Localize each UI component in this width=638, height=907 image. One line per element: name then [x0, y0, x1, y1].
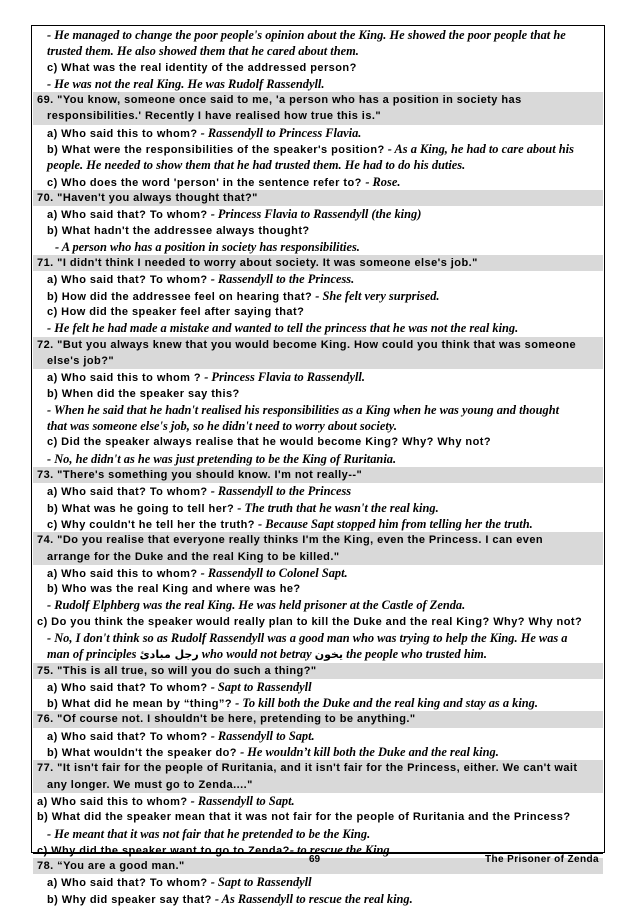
answer-text: - Rassendyll to Sapt. — [187, 793, 295, 808]
answer-text: - Rassendyll to Colonel Sapt. — [197, 565, 348, 580]
question-text: a) Who said that? To whom? — [47, 486, 208, 499]
answer-text: - Rose. — [365, 174, 401, 189]
question-answer-line — [33, 695, 603, 711]
question-answer-line — [33, 483, 603, 499]
quotation-heading: 78. “You are a good man." — [33, 858, 603, 874]
answer-text: - Princess Flavia to Rassendyll. — [201, 370, 365, 385]
question-answer-line — [33, 206, 603, 222]
answer-text: who would not betray — [198, 647, 315, 662]
answer-line: - He felt he had made a mistake and wanted to tell the princess that he was not the real king. — [47, 321, 519, 336]
answer-text: - To kill both the Duke and the real king and stay as a king. — [232, 696, 538, 711]
question-answer-line — [33, 793, 603, 809]
answer-text: the people who trusted him. — [343, 647, 487, 662]
question-text: b) What wouldn't the speaker do? — [47, 747, 237, 760]
quotation-heading: 70. "Haven't you always thought that?" — [33, 190, 603, 206]
answer-line: trusted them. He also showed them that he cared about them. — [47, 44, 359, 59]
question-answer-line — [33, 141, 603, 157]
answer-text: - Rassendyll to Sapt. — [207, 728, 315, 743]
question-text: b) What did he mean by “thing”? — [47, 698, 233, 711]
answer-text: - Sapt to Rassendyll — [207, 875, 312, 890]
quotation-heading-cont: else's job?" — [33, 353, 603, 369]
answer-text: - Because Sapt stopped him from telling her the truth. — [254, 516, 533, 531]
question-answer-line — [33, 728, 603, 744]
question-text: a) Who said this to whom? — [47, 127, 198, 140]
answer-text: - As Rassendyll to rescue the real king. — [211, 891, 413, 906]
answer-line: - Rudolf Elphberg was the real King. He was held prisoner at the Castle of Zenda. — [47, 598, 466, 613]
answer-text: - Princess Flavia to Rassendyll (the king) — [207, 207, 422, 222]
answer-text: - She felt very surprised. — [312, 288, 440, 303]
answer-line: - He was not the real King. He was Rudolf Rassendyll. — [47, 76, 325, 91]
question-answer-line — [33, 516, 603, 532]
question-text: b) What was he going to tell her? — [47, 502, 235, 515]
answer-text: - Rassendyll to Princess Flavia. — [197, 125, 362, 140]
question-answer-line — [33, 565, 603, 581]
question-line: b) When did the speaker say this? — [47, 387, 240, 400]
answer-text: - Sapt to Rassendyll — [207, 679, 312, 694]
question-line: b) Who was the real King and where was he? — [47, 583, 301, 596]
quotation-heading: 75. "This is all true, so will you do such a thing?" — [33, 663, 603, 679]
answer-text: man of principles — [47, 647, 140, 662]
answer-line: - When he said that he hadn't realised his responsibilities as a King when he was young and thought — [47, 402, 560, 417]
arabic-gloss: يخون — [314, 648, 344, 662]
worksheet-content — [33, 27, 603, 907]
question-answer-line — [33, 744, 603, 760]
answer-line: people. He needed to show them that he had trusted them. He had to do his duties. — [47, 158, 466, 173]
book-title: The Prisoner of Zenda — [485, 854, 599, 865]
quotation-heading-cont: responsibilities.' Recently I have realised how true this is." — [33, 108, 603, 124]
question-text: a) Who said this to whom ? — [47, 372, 202, 385]
page-number: 69 — [309, 854, 321, 865]
question-text: a) Who said that? To whom? — [47, 274, 208, 287]
page-footer — [33, 854, 603, 868]
answer-line-arabic — [33, 646, 603, 662]
question-answer-line — [33, 679, 603, 695]
question-line: b) What hadn't the addressee always thought? — [47, 224, 310, 237]
question-line: c) How did the speaker feel after saying that? — [47, 306, 305, 319]
question-line: c) Do you think the speaker would really plan to kill the Duke and the real King? Why? Why not? — [37, 615, 583, 628]
question-answer-line — [33, 288, 603, 304]
quotation-heading: 72. "But you always knew that you would become King. How could you think that was someone — [33, 337, 603, 353]
question-text: a) Who said that? To whom? — [47, 877, 208, 890]
question-text: b) Why did speaker say that? — [47, 893, 212, 906]
answer-line: - No, I don't think so as Rudolf Rassendyll was a good man who was trying to help the King. He was a — [47, 630, 568, 645]
answer-line: - A person who has a position in society has responsibilities. — [55, 239, 360, 254]
arabic-gloss: رجل مبادئ — [139, 648, 199, 662]
question-text: a) Who said this to whom? — [47, 567, 198, 580]
answer-line: - He meant that it was not fair that he pretended to be the King. — [47, 826, 371, 841]
quotation-heading: 73. "There's something you should know. I'm not really--" — [33, 467, 603, 483]
answer-line: that was someone else's job, so he didn't need to worry about society. — [47, 419, 397, 434]
answer-text: - The truth that he wasn't the real king. — [234, 500, 439, 515]
quotation-heading-cont: any longer. We must go to Zenda...." — [33, 777, 603, 793]
question-answer-line — [33, 891, 603, 907]
answer-text: - Rassendyll to the Princess — [207, 484, 352, 499]
quotation-heading: 76. "Of course not. I shouldn't be here, pretending to be anything." — [33, 711, 603, 727]
question-text: a) Who said that? To whom? — [47, 681, 208, 694]
quotation-heading: 71. "I didn't think I needed to worry about society. It was someone else's job." — [33, 255, 603, 271]
question-answer-line — [33, 125, 603, 141]
question-answer-line — [33, 500, 603, 516]
answer-text: - As a King, he had to care about his — [384, 142, 574, 157]
answer-text: - to rescue the King. — [289, 842, 393, 857]
question-text: a) Who said this to whom? — [37, 795, 188, 808]
quotation-heading: 74. "Do you realise that everyone really thinks I'm the King, even the Princess. I can even — [33, 532, 603, 548]
question-text: c) Who does the word 'person' in the sentence refer to? — [47, 176, 366, 189]
question-text: c) Why couldn't he tell her the truth? — [47, 518, 255, 531]
question-line: b) What did the speaker mean that it was not fair for the people of Ruritania and the Princess? — [37, 811, 571, 824]
question-line: c) What was the real identity of the addressed person? — [47, 61, 357, 74]
question-text: a) Who said that? To whom? — [47, 209, 208, 222]
question-answer-line — [33, 271, 603, 287]
question-answer-line — [33, 369, 603, 385]
question-answer-line — [33, 174, 603, 190]
quotation-heading: 77. "It isn't fair for the people of Ruritania, and it isn't fair for the Princess, either. We can't wait — [33, 760, 603, 776]
answer-line: - No, he didn't as he was just pretending to be the King of Ruritania. — [47, 451, 397, 466]
answer-text: - He wouldn’t kill both the Duke and the real king. — [236, 745, 499, 760]
question-line: c) Did the speaker always realise that he would become King? Why? Why not? — [47, 436, 492, 449]
answer-line: - He managed to change the poor people's opinion about the King. He showed the poor people that he — [47, 28, 566, 42]
answer-text: - Rassendyll to the Princess. — [207, 272, 355, 287]
question-text: b) How did the addressee feel on hearing that? — [47, 290, 313, 303]
question-answer-line — [33, 874, 603, 890]
quotation-heading: 69. "You know, someone once said to me, 'a person who has a position in society has — [33, 92, 603, 108]
question-text: b) What were the responsibilities of the speaker's position? — [47, 144, 385, 157]
question-text: c) Why did the speaker want to go to Zenda? — [37, 844, 290, 857]
quotation-heading-cont: arrange for the Duke and the real King to be killed." — [33, 549, 603, 565]
question-text: a) Who said that? To whom? — [47, 730, 208, 743]
